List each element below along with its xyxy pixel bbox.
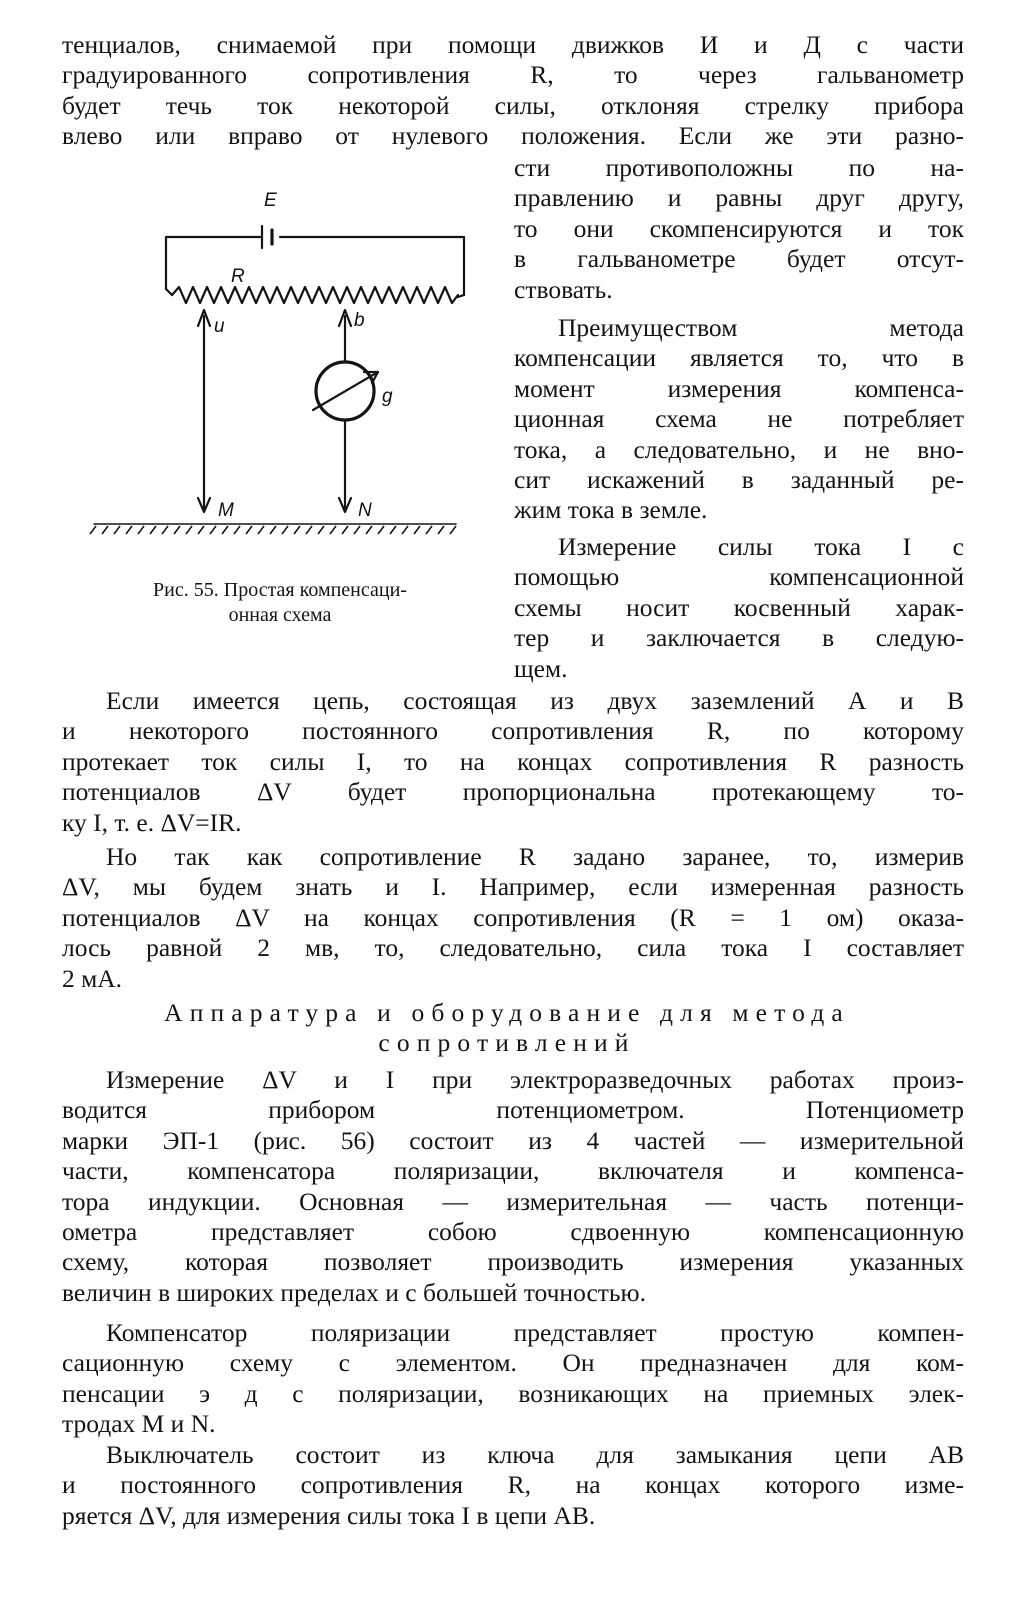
label-b: b [354,310,365,331]
text-line: Компенсатор поляризации представляет простую компен- [106,1318,964,1347]
text-line: Измерение ΔV и I при электроразведочных работах произ- [106,1065,964,1094]
resistor-zigzag [172,287,458,303]
text-line: ствовать. [514,274,613,304]
text-line: сти противоположны по на- [514,153,964,182]
text-line: щем. [514,653,568,683]
text-line: жим тока в земле. [514,495,708,525]
text-line: Но так как сопротивление R задано заранее, то, измерив [106,842,964,871]
side-paragraph-2 [514,313,964,526]
text-line: тока, а следовательно, и не вно- [514,434,964,464]
text-line: Если имеется цепь, состоящая из двух заземлений А и В [106,686,964,715]
compensation-circuit-diagram [88,186,472,546]
text-line: компенсации является то, что в [514,343,964,373]
text-line: правлению и равны друг другу, [514,183,964,213]
text-line: водится прибором потенциометром. Потенциометр [62,1095,964,1125]
text-line: сит искажений в заданный ре- [514,464,964,494]
paragraph-7 [62,1318,964,1440]
text-line: тенциалов, снимаемой при помощи движков И и Д с части [62,30,964,59]
label-N: N [358,500,372,521]
text-line: помощью компенсационной [514,562,964,592]
text-line: сационную схему с элементом. Он предназначен для ком- [62,1348,964,1378]
text-line: ометра представляет собою сдвоенную компенсационную [62,1216,964,1246]
text-line: градуированного сопротивления R, то через гальванометр [62,60,964,90]
caption-line: Рис. 55. Простая компенсаци- [153,579,407,601]
text-line: лось равной 2 мв, то, следовательно, сила тока I составляет [62,933,964,963]
paragraph-6 [62,1065,964,1308]
text-line: и постоянного сопротивления R, на концах которого изме- [62,1470,964,1500]
figure-caption [60,578,500,628]
text-line: в гальванометре будет отсут- [514,244,964,274]
ground-hatching [90,526,456,534]
text-line: ку I, т. е. ΔV=IR. [62,807,242,837]
text-line: потенциалов ΔV на концах сопротивления (R = 1 ом) оказа- [62,902,964,932]
text-line: части, компенсатора поляризации, включателя и компенса- [62,1156,964,1186]
paragraph-8 [62,1440,964,1531]
text-line: 2 мА. [62,963,123,993]
text-line: марки ЭП-1 (рис. 56) состоит из 4 частей — измерительной [62,1125,964,1155]
text-line: момент измерения компенса- [514,373,964,403]
text-line: и некоторого постоянного сопротивления R, по которому [62,716,964,746]
text-line: величин в широких пределах и с большей точностью. [62,1277,646,1307]
label-R: R [231,266,245,287]
text-line: влево или вправо от нулевого положения. Если же эти разно- [62,121,964,151]
text-line: схемы носит косвенный харак- [514,592,964,622]
label-u: u [214,316,225,337]
text-line: будет течь ток некоторой силы, отклоняя стрелку прибора [62,90,964,120]
text-line: протекает ток силы I, то на концах сопротивления R разность [62,746,964,776]
text-line: Измерение силы тока I с [558,532,964,561]
text-line: то они скомпенсируются и ток [514,213,964,243]
galvanometer-needle [313,372,378,410]
text-line: потенциалов ΔV будет пропорциональна протекающему то- [62,777,964,807]
text-line: тора индукции. Основная — измерительная — часть потенци- [62,1186,964,1216]
section-heading [62,998,952,1058]
text-line: тродах M и N. [62,1409,216,1439]
text-line: Преимуществом метода [558,313,964,342]
top-paragraph [62,30,964,152]
label-g: g [382,386,393,407]
side-paragraph-3 [514,532,964,684]
paragraph-5 [62,842,964,994]
heading-line: Аппаратура и оборудование для метода [164,998,850,1027]
label-M: M [218,500,234,521]
heading-line: сопротивлений [378,1028,636,1057]
caption-line: онная схема [228,604,332,626]
side-paragraph-1 [514,153,964,305]
paragraph-4 [62,686,964,838]
text-line: Выключатель состоит из ключа для замыкания цепи AB [106,1440,964,1469]
text-line: тер и заключается в следую- [514,623,964,653]
text-line: ционная схема не потребляет [514,404,964,434]
text-line: схему, которая позволяет производить измерения указанных [62,1247,964,1277]
text-line: пенсации э д с поляризации, возникающих на приемных элек- [62,1378,964,1408]
text-line: ΔV, мы будем знать и I. Например, если измеренная разность [62,872,964,902]
text-line: ряется ΔV, для измерения силы тока I в цепи AB. [62,1500,596,1530]
label-E: E [264,190,277,211]
